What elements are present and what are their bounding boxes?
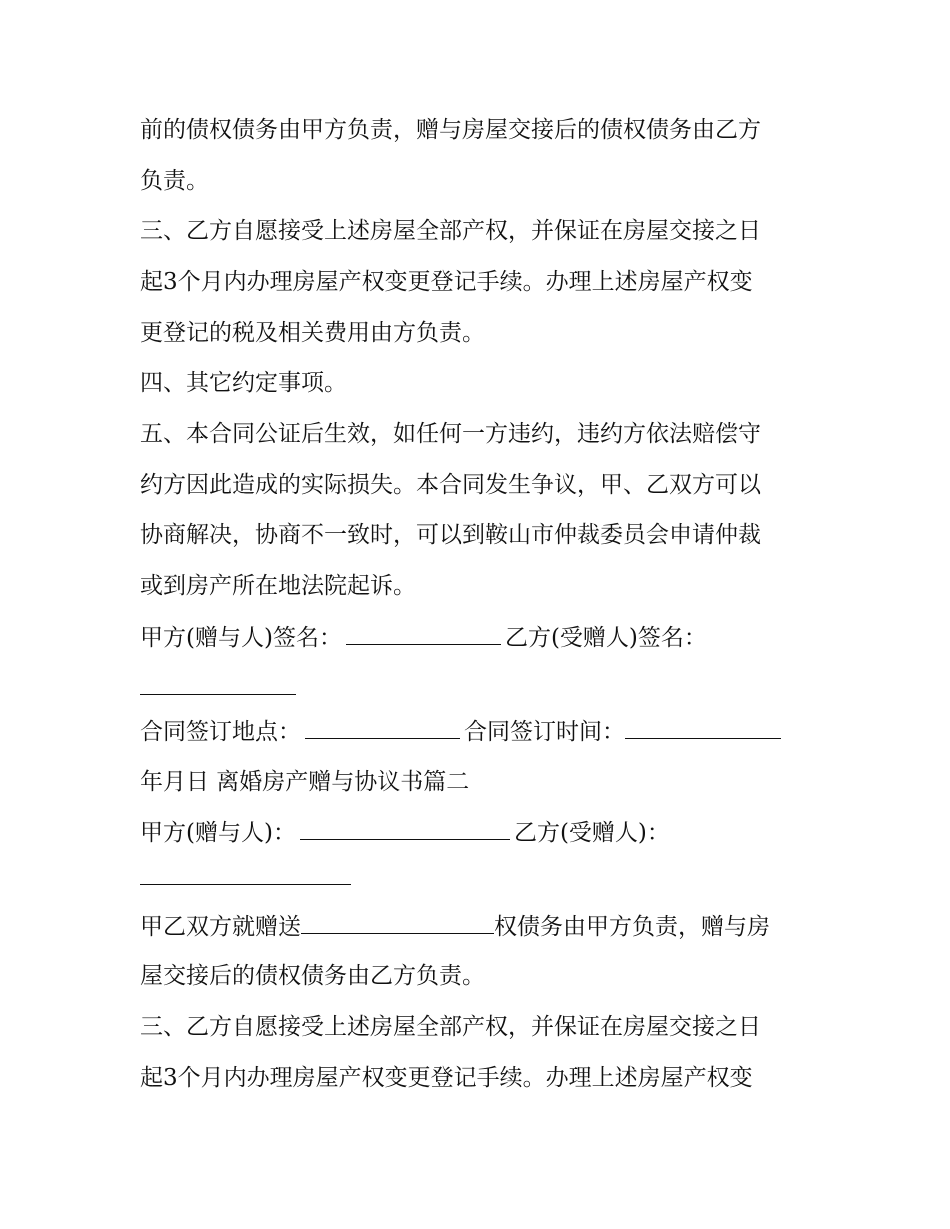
signing-time-label: 合同签订时间： [464, 719, 625, 745]
section-heading: 年月日 离婚房产赠与协议书篇二 [140, 769, 470, 795]
signing-time-blank[interactable] [625, 716, 781, 739]
party-b-signature-label: 乙方(受赠人)签名： [504, 625, 707, 651]
gift-item-blank[interactable] [301, 911, 494, 934]
gift-prefix: 甲乙双方就赠送 [140, 914, 301, 940]
party-a-signature-label: 甲方(赠与人)签名： [140, 625, 342, 651]
signature-line-2-continued [140, 862, 351, 893]
paragraph-line: 屋交接后的债权债务由乙方负责。 [140, 963, 485, 989]
party-a-blank[interactable] [300, 817, 510, 840]
party-a-label: 甲方(赠与人)： [140, 820, 296, 846]
paragraph-line: 三、乙方自愿接受上述房屋全部产权，并保证在房屋交接之日 [140, 218, 761, 244]
paragraph-line: 更登记的税及相关费用由方负责。 [140, 320, 485, 346]
signature-line-2 [140, 817, 670, 848]
paragraph-line: 起3个月内办理房屋产权变更登记手续。办理上述房屋产权变 [140, 269, 753, 295]
paragraph-line: 三、乙方自愿接受上述房屋全部产权，并保证在房屋交接之日 [140, 1014, 761, 1040]
party-b-blank[interactable] [140, 862, 351, 885]
paragraph-line: 起3个月内办理房屋产权变更登记手续。办理上述房屋产权变 [140, 1065, 753, 1091]
paragraph-line: 前的债权债务由甲方负责，赠与房屋交接后的债权债务由乙方 [140, 117, 761, 143]
signing-place-label: 合同签订地点： [140, 719, 301, 745]
paragraph-line: 五、本合同公证后生效，如任何一方违约，违约方依法赔偿守 [140, 421, 761, 447]
signature-line-1-continued [140, 672, 296, 703]
paragraph-line: 协商解决，协商不一致时，可以到鞍山市仲裁委员会申请仲裁 [140, 522, 761, 548]
paragraph-line: 或到房产所在地法院起诉。 [140, 573, 416, 599]
signing-place-blank[interactable] [305, 716, 460, 739]
paragraph-line: 约方因此造成的实际损失。本合同发生争议，甲、乙双方可以 [140, 472, 761, 498]
signing-info-line [140, 716, 781, 747]
party-b-signature-blank[interactable] [140, 672, 296, 695]
paragraph-line: 四、其它约定事项。 [140, 370, 347, 396]
gift-suffix: 权债务由甲方负责，赠与房 [494, 914, 770, 940]
signature-line-1 [140, 622, 707, 653]
party-a-signature-blank[interactable] [346, 622, 501, 645]
gift-line [140, 911, 770, 942]
party-b-label: 乙方(受赠人)： [513, 820, 670, 846]
paragraph-line: 负责。 [140, 168, 209, 194]
